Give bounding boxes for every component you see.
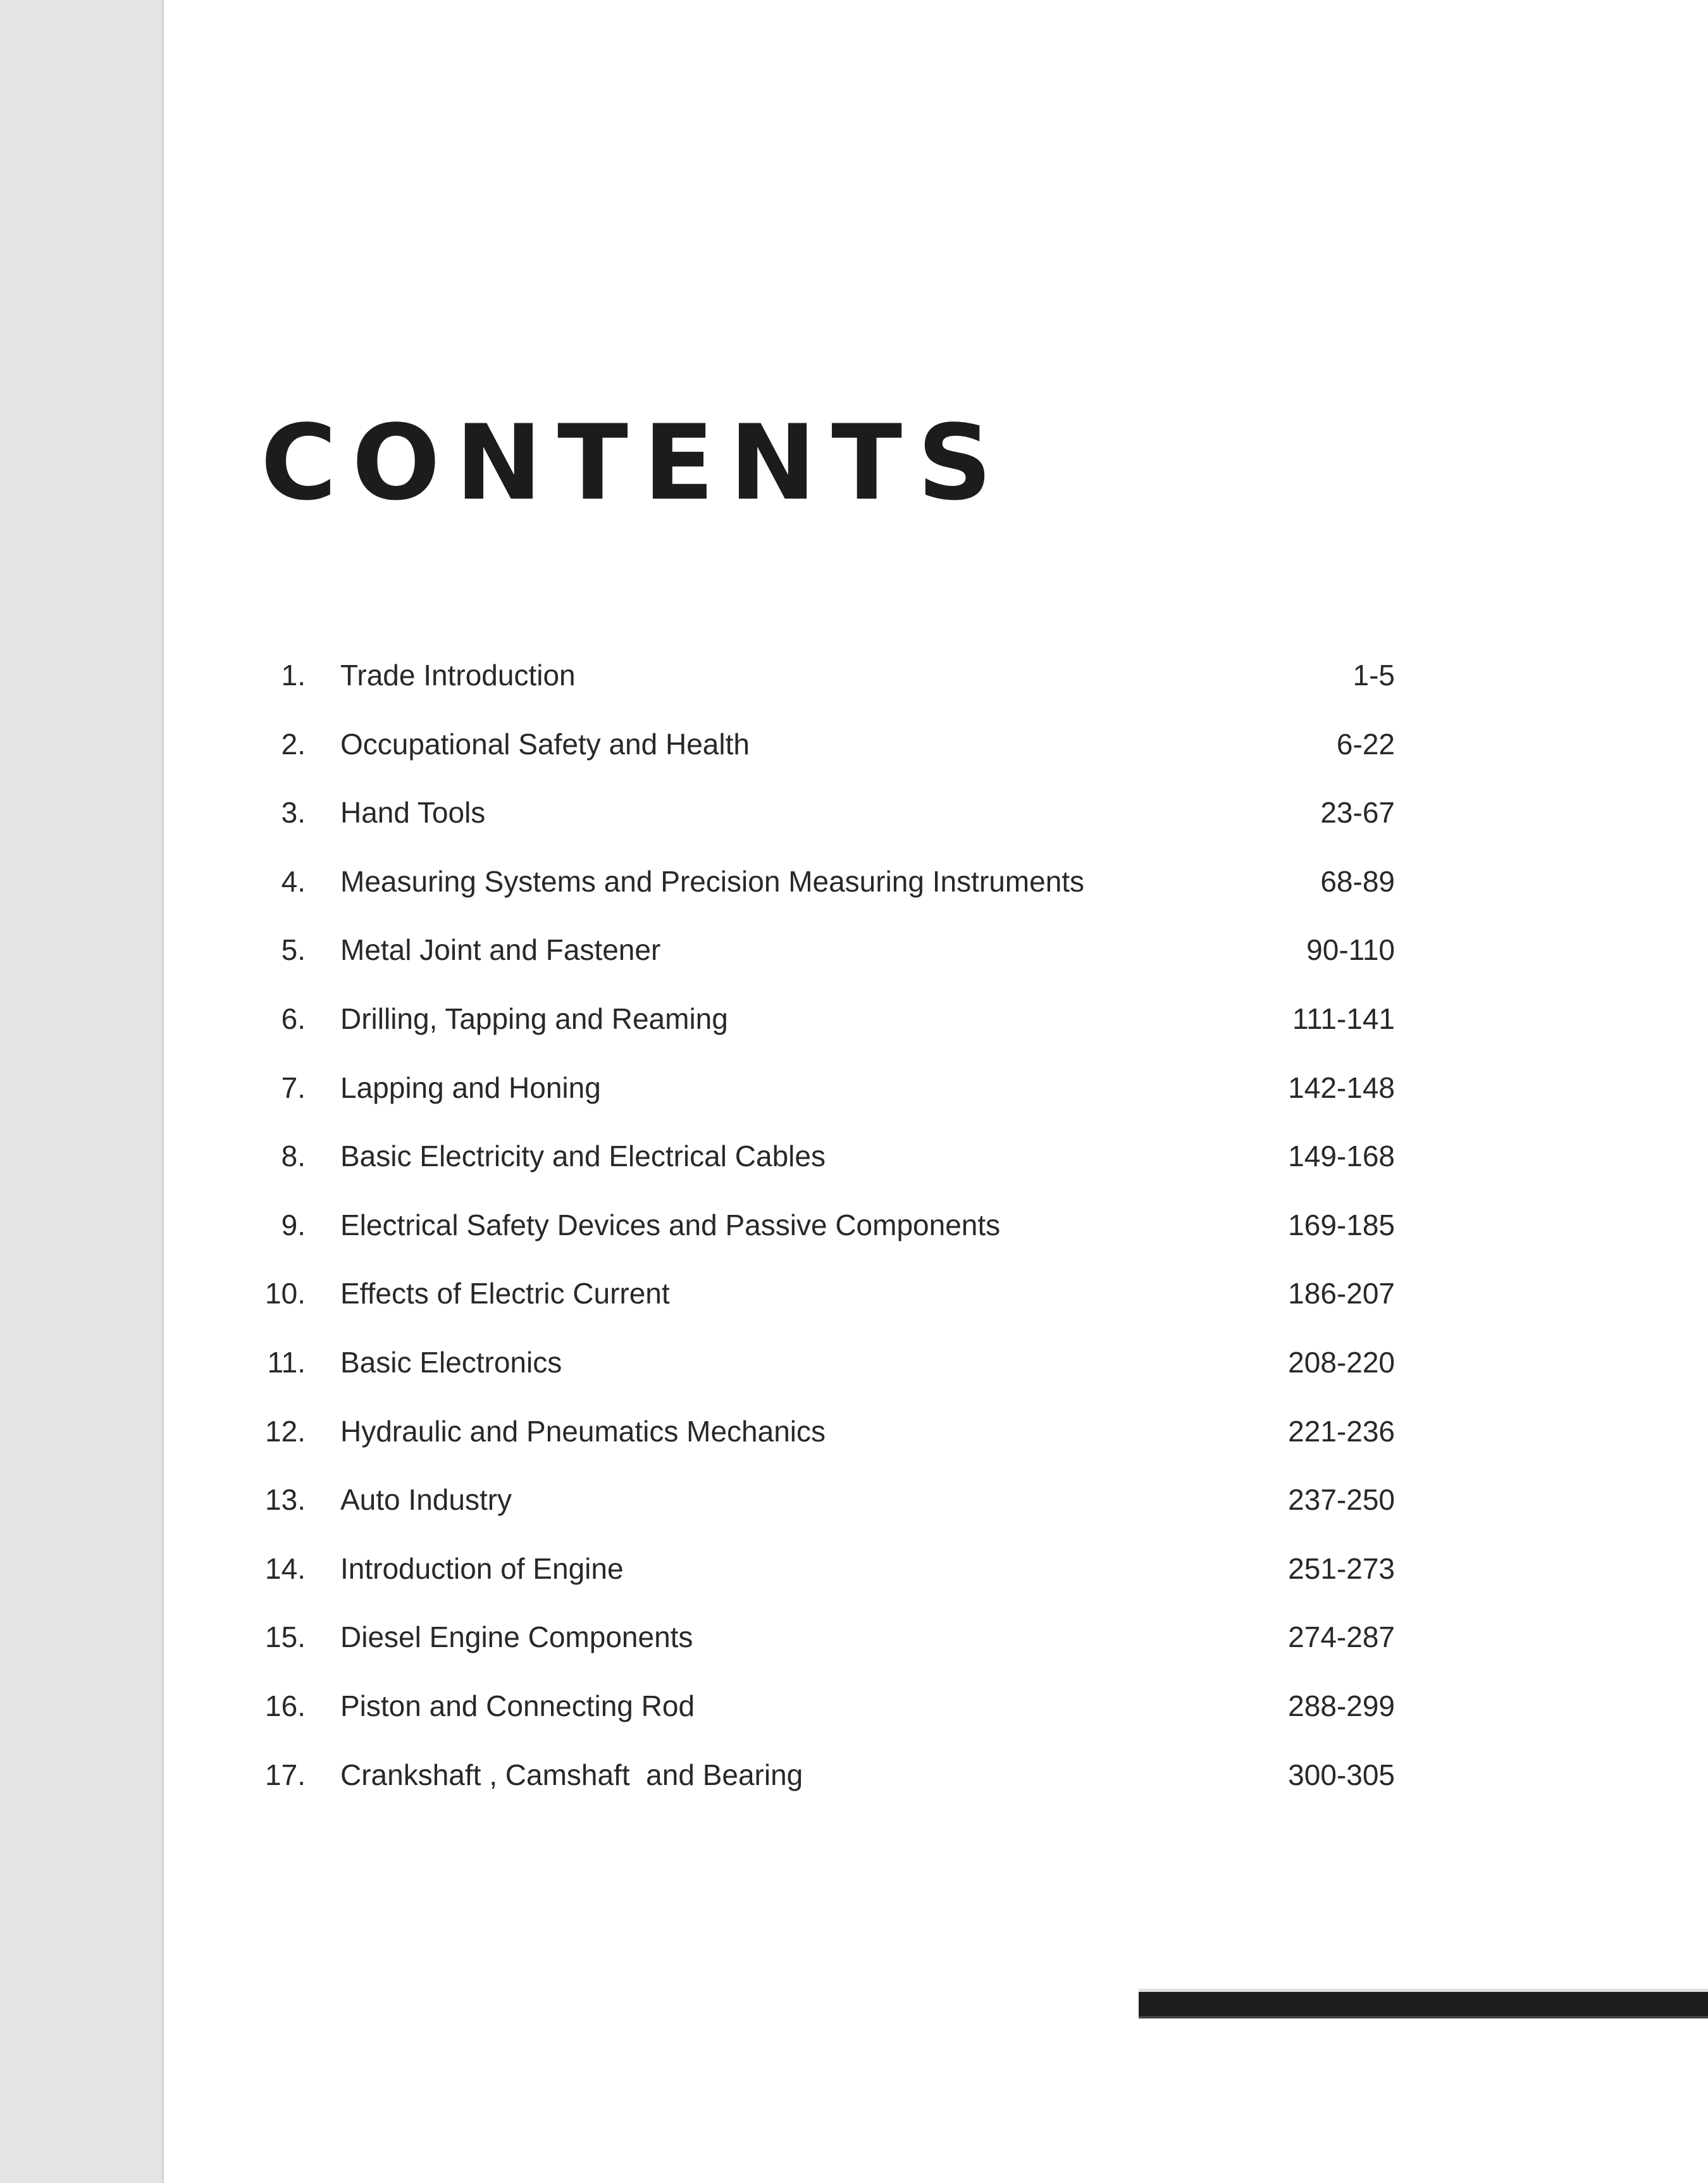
toc-item-title: Hydraulic and Pneumatics Mechanics [340, 1414, 826, 1448]
toc-item-number: 1. [281, 659, 306, 692]
toc-item-number: 11. [267, 1345, 306, 1379]
toc-item-title: Basic Electricity and Electrical Cables [340, 1140, 826, 1173]
toc-item-page-range: 23-67 [1320, 796, 1395, 830]
toc-row [0, 1054, 1708, 1123]
toc-item-page-range: 111-141 [1292, 1002, 1395, 1035]
toc-row [0, 1259, 1708, 1328]
toc-item-title: Effects of Electric Current [340, 1277, 670, 1310]
toc-row [0, 1465, 1708, 1534]
toc-item-title: Lapping and Honing [340, 1071, 601, 1104]
toc-item-number: 14. [265, 1552, 306, 1585]
toc-item-number: 4. [281, 864, 306, 898]
toc-item-number: 7. [281, 1071, 306, 1104]
toc-item-page-range: 237-250 [1288, 1483, 1395, 1517]
toc-item-title: Crankshaft , Camshaft and Bearing [340, 1758, 803, 1791]
toc-item-page-range: 274-287 [1288, 1620, 1395, 1654]
toc-row [0, 847, 1708, 916]
toc-item-number: 17. [265, 1758, 306, 1791]
toc-item-number: 15. [265, 1620, 306, 1654]
toc-item-title: Diesel Engine Components [340, 1620, 693, 1654]
toc-item-page-range: 208-220 [1288, 1345, 1395, 1379]
toc-item-number: 5. [281, 933, 306, 967]
footer-bar-shadow-line [1139, 2016, 1708, 2018]
toc-item-number: 3. [281, 796, 306, 830]
toc-item-page-range: 68-89 [1320, 864, 1395, 898]
toc-row [0, 1741, 1708, 1810]
toc-item-page-range: 1-5 [1352, 659, 1395, 692]
toc-row [0, 1122, 1708, 1191]
toc-item-number: 8. [281, 1140, 306, 1173]
toc-row [0, 916, 1708, 985]
toc-item-title: Piston and Connecting Rod [340, 1689, 695, 1722]
toc-item-title: Auto Industry [340, 1483, 512, 1517]
toc-item-title: Electrical Safety Devices and Passive Components [340, 1208, 1001, 1241]
toc-item-title: Hand Tools [340, 796, 486, 830]
toc-item-page-range: 90-110 [1306, 933, 1395, 967]
toc-item-page-range: 6-22 [1336, 727, 1395, 761]
toc-item-title: Basic Electronics [340, 1345, 562, 1379]
toc-row [0, 778, 1708, 847]
toc-item-page-range: 300-305 [1288, 1758, 1395, 1791]
toc-item-page-range: 169-185 [1288, 1208, 1395, 1241]
toc-row [0, 1328, 1708, 1397]
footer-bar [1139, 1989, 1708, 2018]
toc-row [0, 710, 1708, 779]
toc-row [0, 1397, 1708, 1466]
toc-row [0, 641, 1708, 710]
toc-row [0, 985, 1708, 1054]
toc-item-number: 6. [281, 1002, 306, 1035]
toc-row [0, 1672, 1708, 1741]
toc-item-page-range: 142-148 [1288, 1071, 1395, 1104]
toc-item-number: 16. [265, 1689, 306, 1722]
toc-item-title: Metal Joint and Fastener [340, 933, 661, 967]
toc-item-page-range: 288-299 [1288, 1689, 1395, 1722]
toc-row [0, 1603, 1708, 1672]
toc-item-page-range: 186-207 [1288, 1277, 1395, 1310]
toc-item-page-range: 221-236 [1288, 1414, 1395, 1448]
toc-item-number: 2. [281, 727, 306, 761]
toc-row [0, 1191, 1708, 1260]
toc-list [0, 641, 1708, 1809]
toc-item-title: Drilling, Tapping and Reaming [340, 1002, 728, 1035]
page-title: CONTENTS [261, 402, 1008, 523]
toc-item-page-range: 149-168 [1288, 1140, 1395, 1173]
toc-item-number: 12. [265, 1414, 306, 1448]
toc-item-title: Introduction of Engine [340, 1552, 624, 1585]
toc-row [0, 1534, 1708, 1603]
toc-item-title: Occupational Safety and Health [340, 727, 750, 761]
toc-item-title: Trade Introduction [340, 659, 576, 692]
toc-item-number: 13. [265, 1483, 306, 1517]
toc-item-number: 9. [281, 1208, 306, 1241]
toc-item-page-range: 251-273 [1288, 1552, 1395, 1585]
toc-item-number: 10. [265, 1277, 306, 1310]
footer-bar-black-rule [1139, 1992, 1708, 2016]
toc-item-title: Measuring Systems and Precision Measuring Instruments [340, 864, 1085, 898]
